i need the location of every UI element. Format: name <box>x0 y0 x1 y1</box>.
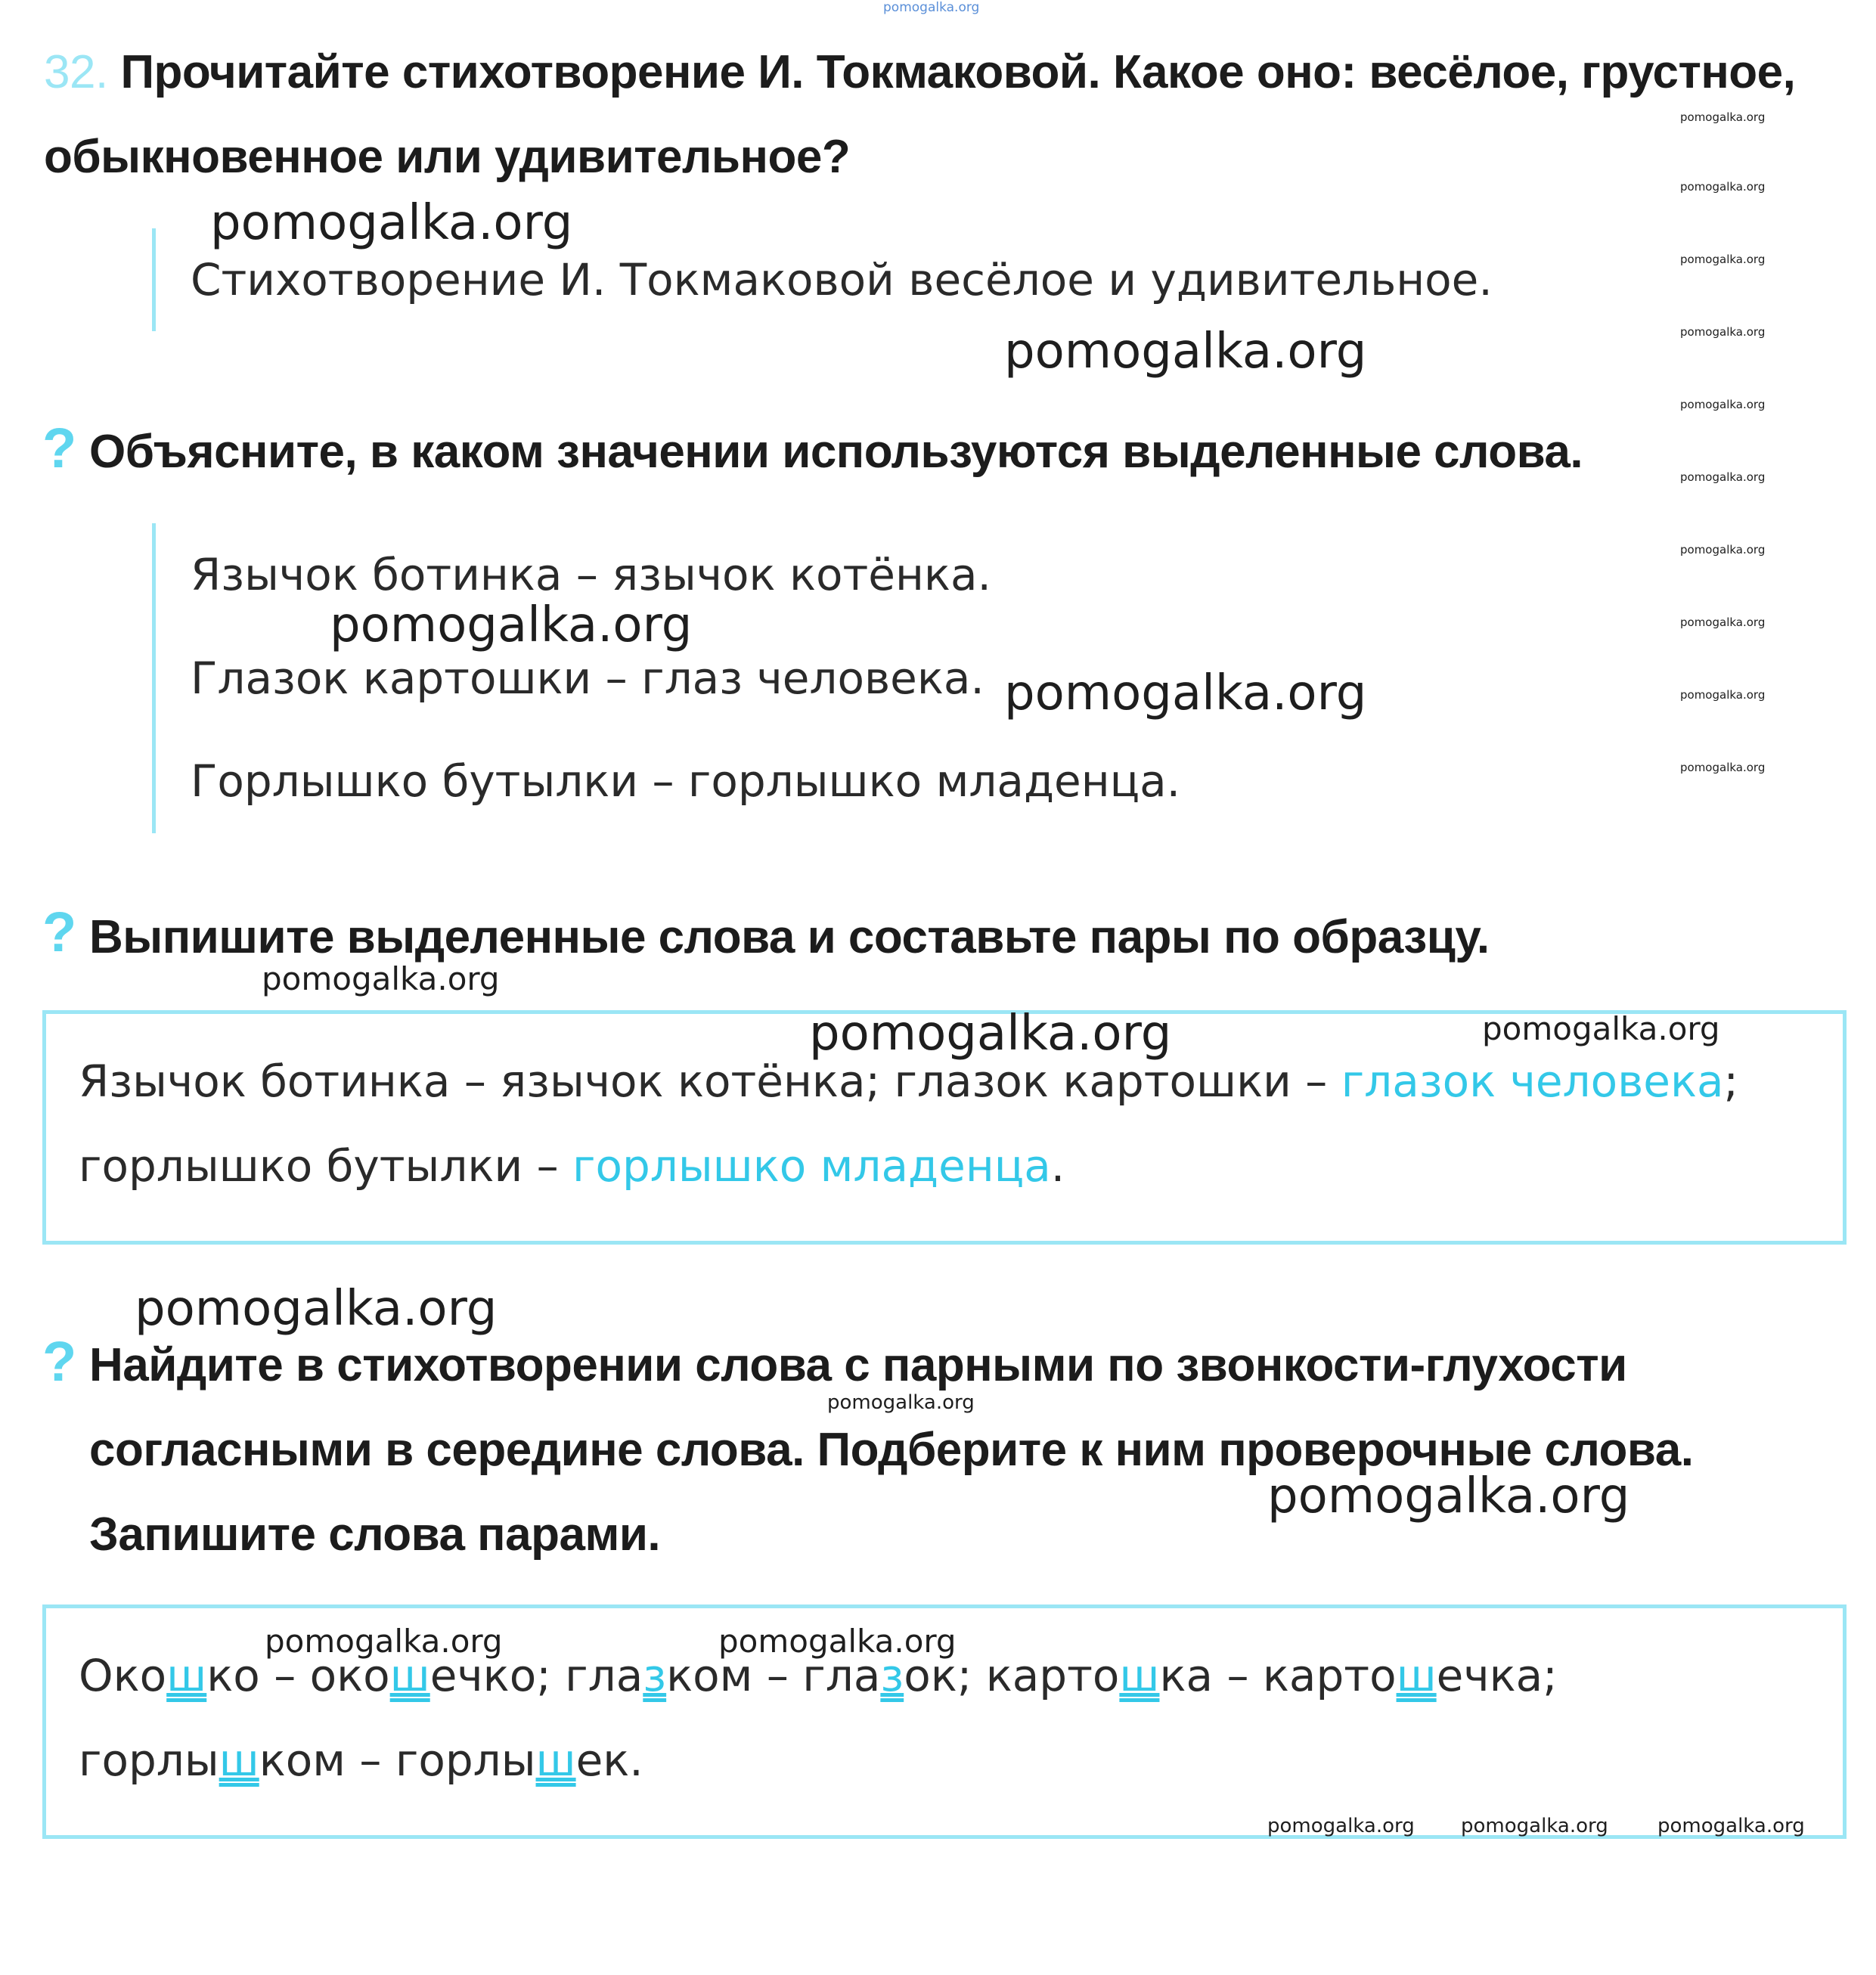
watermark: pomogalka.org <box>1004 324 1367 380</box>
q3-answer-text: ; <box>1723 1056 1739 1107</box>
quote-bar <box>152 228 156 331</box>
watermark: pomogalka.org <box>1461 1815 1608 1837</box>
q4-answer-text: ек. <box>575 1735 643 1786</box>
task-answer: Стихотворение И. Токмаковой весёлое и удивительное. <box>191 254 1493 305</box>
q4-title-line1: Найдите в стихотворении слова с парными по звонкости-глухости <box>89 1339 1627 1391</box>
q3-answer-text: Язычок ботинка – язычок котёнка; глазок картошки – <box>79 1056 1341 1107</box>
q3-answer-text: горлышко бутылки – <box>79 1140 573 1192</box>
watermark: pomogalka.org <box>1680 253 1766 266</box>
watermark: pomogalka.org <box>1680 543 1766 557</box>
q4-answer-text: ко – око <box>206 1650 390 1701</box>
task-title <box>44 30 1795 115</box>
watermark: pomogalka.org <box>1004 665 1367 721</box>
watermark: pomogalka.org <box>718 1623 957 1660</box>
watermark: pomogalka.org <box>1680 180 1766 194</box>
watermark-top: pomogalka.org <box>883 0 980 15</box>
watermark: pomogalka.org <box>135 1281 498 1337</box>
q4-answer-text: ок; карто <box>904 1650 1120 1701</box>
q4-answer-text: Око <box>79 1650 167 1701</box>
q3-title: Выпишите выделенные слова и составьте пары по образцу. <box>89 911 1490 963</box>
question-icon: ? <box>42 1330 77 1393</box>
q2-line-1: Язычок ботинка – язычок котёнка. <box>191 549 991 600</box>
watermark: pomogalka.org <box>1680 398 1766 411</box>
q4-answer-text: ечко; гла <box>429 1650 643 1701</box>
q4-answer-letter: ш <box>389 1650 430 1701</box>
watermark: pomogalka.org <box>1680 470 1766 484</box>
task-title-line2: обыкновенное или удивительное? <box>44 131 851 183</box>
q4-answer-letter: з <box>643 1650 667 1701</box>
q4-answer-text: ечка; <box>1436 1650 1558 1701</box>
watermark: pomogalka.org <box>1267 1815 1415 1837</box>
watermark: pomogalka.org <box>1680 325 1766 339</box>
q4-answer-line2 <box>79 1718 643 1803</box>
watermark: pomogalka.org <box>1680 688 1766 702</box>
watermark: pomogalka.org <box>1680 110 1766 124</box>
q4-answer-letter: ш <box>1396 1650 1437 1701</box>
q2-line-3: Горлышко бутылки – горлышко младенца. <box>191 755 1181 807</box>
q4-title-line2: согласными в середине слова. Подберите к ним проверочные слова. <box>89 1424 1694 1476</box>
q3-answer-text: . <box>1050 1140 1065 1192</box>
q3-answer-highlight: горлышко младенца <box>572 1140 1051 1192</box>
q3-answer-line2 <box>79 1124 1065 1208</box>
q3-answer-highlight: глазок человека <box>1341 1056 1724 1107</box>
question-icon: ? <box>42 901 77 963</box>
q4-answer-text: ка – карто <box>1159 1650 1397 1701</box>
q4-answer-letter: ш <box>219 1735 259 1786</box>
task-number: 32. <box>44 46 108 98</box>
watermark: pomogalka.org <box>210 195 573 251</box>
quote-bar <box>152 523 156 833</box>
q4-answer-letter: ш <box>535 1735 576 1786</box>
question-icon: ? <box>42 417 77 479</box>
q4-answer-letter: з <box>880 1650 904 1701</box>
q2-title: Объясните, в каком значении используются выделенные слова. <box>89 426 1583 478</box>
q4-title-line3: Запишите слова парами. <box>89 1508 661 1561</box>
watermark: pomogalka.org <box>1680 615 1766 629</box>
q4-answer-text: ком – гла <box>666 1650 881 1701</box>
watermark: pomogalka.org <box>262 960 500 997</box>
q4-answer-text: ком – горлы <box>259 1735 536 1786</box>
q4-answer-letter: ш <box>1119 1650 1160 1701</box>
watermark: pomogalka.org <box>827 1391 975 1414</box>
q4-answer-letter: ш <box>166 1650 207 1701</box>
q4-answer-text: горлы <box>79 1735 219 1786</box>
watermark: pomogalka.org <box>1267 1468 1630 1524</box>
watermark: pomogalka.org <box>1680 761 1766 774</box>
task-title-line1: Прочитайте стихотворение И. Токмаковой. Какое оно: весёлое, грустное, <box>120 46 1796 98</box>
watermark: pomogalka.org <box>809 1006 1172 1062</box>
q2-line-2: Глазок картошки – глаз человека. <box>191 653 985 704</box>
watermark: pomogalka.org <box>1482 1010 1720 1047</box>
watermark: pomogalka.org <box>1657 1815 1805 1837</box>
watermark: pomogalka.org <box>265 1623 503 1660</box>
watermark: pomogalka.org <box>330 597 693 653</box>
